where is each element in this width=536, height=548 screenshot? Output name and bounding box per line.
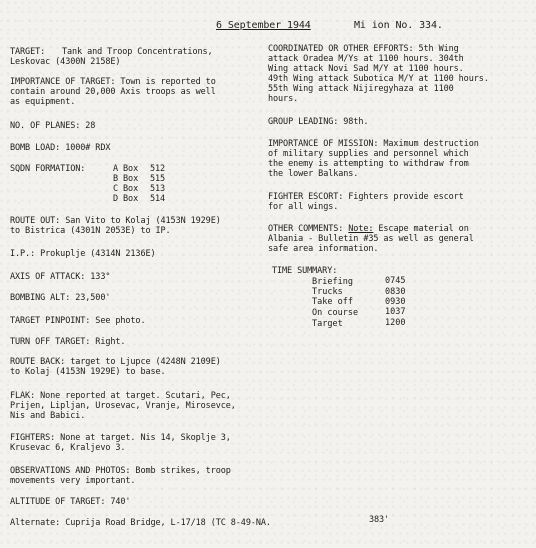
coordinated-efforts-line-5: 55th Wing attack Nijiregyhaza at 1100 [268, 84, 454, 94]
importance-of-mission-line-1: IMPORTANCE OF MISSION: Maximum destruction [268, 139, 479, 149]
coordinated-efforts-line-1: COORDINATED OR OTHER EFFORTS: 5th Wing [268, 44, 459, 54]
time-summary-time: 0930 [385, 297, 406, 307]
sqdn-formation-label: SQDN FORMATION: [10, 164, 86, 174]
fighters-line-1: FIGHTERS: None at target. Nis 14, Skoplje 3, [10, 433, 231, 443]
importance-of-target-line-1: IMPORTANCE OF TARGET: Town is reported to [10, 77, 216, 87]
other-comments-line-1 [268, 224, 469, 234]
coordinated-efforts-line-6: hours. [268, 94, 299, 104]
target-line-1: Tank and Troop Concentrations, [62, 47, 213, 57]
fighter-escort-line-1: FIGHTER ESCORT: Fighters provide escort [268, 192, 464, 202]
note-label: Note: [348, 224, 374, 234]
time-summary-time: 0830 [385, 287, 406, 297]
flak-line-1: FLAK: None reported at target. Scutari, Pec, [10, 391, 231, 401]
target-pinpoint: TARGET PINPOINT: See photo. [10, 316, 146, 326]
fighters-line-2: Krusevac 6, Kraljevo 3. [10, 443, 126, 453]
coordinated-efforts-line-4: 49th Wing attack Subotica M/Y at 1100 hours. [268, 74, 489, 84]
coordinated-efforts-line-3: Wing attack Novi Sad M/Y at 1100 hours. [268, 64, 464, 74]
route-out-line-2: to Bistrica (4301N 2053E) to IP. [10, 226, 171, 236]
route-out-line-1: ROUTE OUT: San Vito to Kolaj (4153N 1929E) [10, 216, 221, 226]
sqdn-number: 513 [150, 184, 166, 194]
time-summary-time: 0745 [385, 276, 406, 286]
importance-of-mission-line-4: the lower Balkans. [268, 169, 359, 179]
turn-off-target: TURN OFF TARGET: Right. [10, 337, 126, 347]
time-summary-time: 1200 [385, 318, 406, 328]
number-of-planes: NO. OF PLANES: 28 [10, 121, 96, 131]
other-comments-text: Escape material on [373, 224, 469, 234]
route-back-line-2: to Kolaj (4153N 1929E) to base. [10, 367, 166, 377]
target-label: TARGET: [10, 47, 46, 57]
importance-of-mission-line-3: the enemy is attempting to withdraw from [268, 159, 469, 169]
altitude-of-target: ALTITUDE OF TARGET: 740' [10, 497, 131, 507]
group-leading: GROUP LEADING: 98th. [268, 117, 369, 127]
sqdn-number: 512 [150, 164, 166, 174]
importance-of-target-line-3: as equipment. [10, 97, 76, 107]
initial-point: I.P.: Prokuplje (4314N 2136E) [10, 249, 156, 259]
sqdn-box: B Box [113, 174, 139, 184]
observations-line-2: movements very important. [10, 476, 136, 486]
target-line-2: Leskovac (4300N 2158E) [10, 57, 121, 67]
time-summary-time: 1037 [385, 307, 406, 317]
sqdn-number: 515 [150, 174, 166, 184]
time-summary-event: Briefing [312, 277, 353, 287]
observations-line-1: OBSERVATIONS AND PHOTOS: Bomb strikes, troop [10, 466, 231, 476]
fighter-escort-line-2: for all wings. [268, 202, 339, 212]
time-summary-event: Take off [312, 297, 353, 307]
alternate-altitude: 383' [369, 515, 390, 525]
flak-line-2: Prijen, Lipljan, Urosevac, Vranje, Mirosevce, [10, 401, 236, 411]
bombing-altitude: BOMBING ALT: 23,500' [10, 293, 111, 303]
route-back-line-1: ROUTE BACK: target to Ljupce (4248N 2109E) [10, 357, 221, 367]
alternate-target: Alternate: Cuprija Road Bridge, L-17/18 (TC 8-49-NA. [10, 518, 271, 528]
sqdn-number: 514 [150, 194, 166, 204]
time-summary-event: Target [312, 319, 343, 329]
sqdn-box: C Box [113, 184, 139, 194]
axis-of-attack: AXIS OF ATTACK: 133° [10, 272, 111, 282]
flak-line-3: Nis and Babici. [10, 411, 86, 421]
mission-date: 6 September 1944 [216, 20, 311, 31]
mission-number: Mi ion No. 334. [354, 20, 443, 31]
other-comments-label: OTHER COMMENTS: [268, 224, 349, 234]
time-summary-event: Trucks [312, 287, 343, 297]
importance-of-target-line-2: contain around 20,000 Axis troops as well [10, 87, 216, 97]
sqdn-box: A Box [113, 164, 139, 174]
time-summary-label: TIME SUMMARY: [272, 266, 338, 276]
coordinated-efforts-line-2: attack Oradea M/Ys at 1100 hours. 304th [268, 54, 464, 64]
other-comments-line-2: Albania - Bulletin #35 as well as general [268, 234, 474, 244]
other-comments-line-3: safe area information. [268, 244, 379, 254]
sqdn-box: D Box [113, 194, 139, 204]
importance-of-mission-line-2: of military supplies and personnel which [268, 149, 469, 159]
bomb-load: BOMB LOAD: 1000# RDX [10, 143, 111, 153]
time-summary-event: On course [312, 308, 359, 318]
